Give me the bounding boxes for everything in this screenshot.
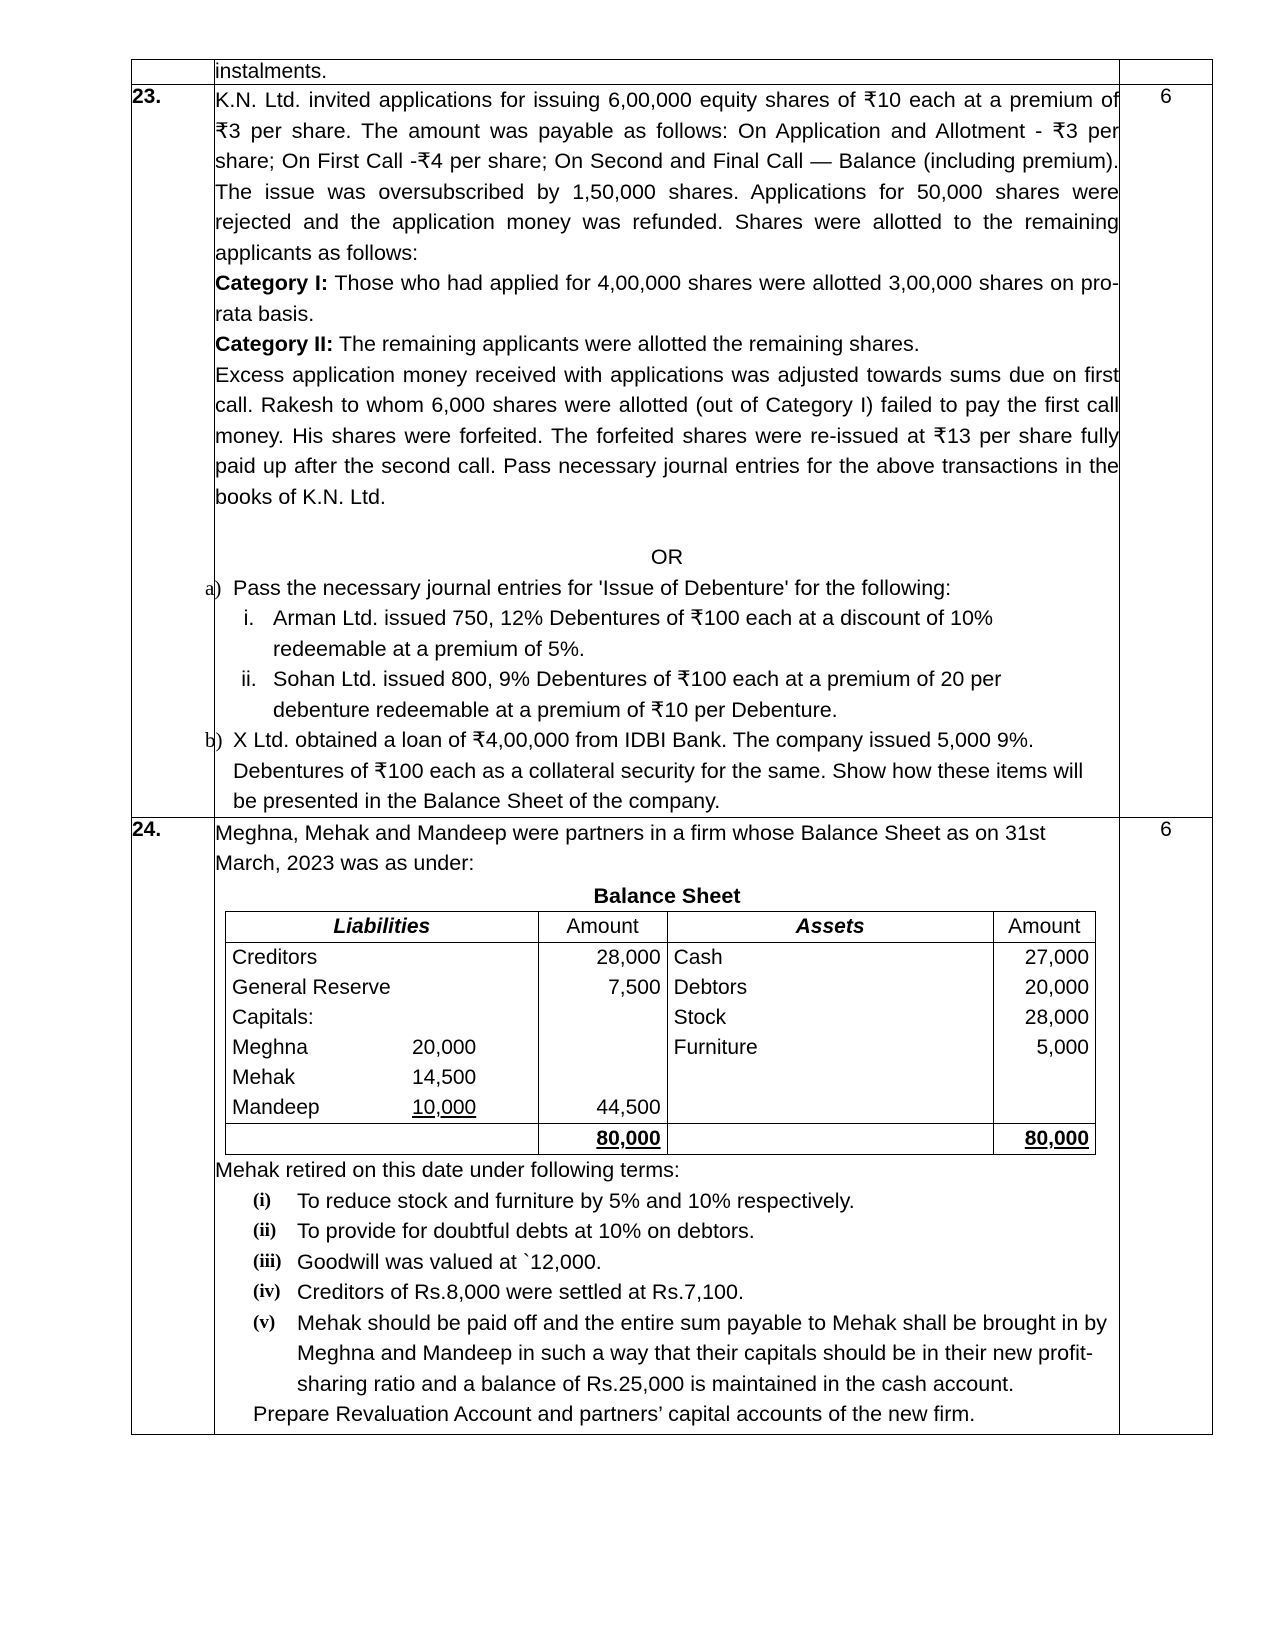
question-23-body — [205, 85, 1167, 818]
balance-sheet-body — [226, 943, 1096, 1124]
or-separator: OR — [650, 545, 684, 569]
liabilities-column: Creditors General Reserve Capitals: Meghna 20,000 Mehak 14,500 Mandeep 10,000 — [226, 943, 539, 1124]
q23-part-b: b) X Ltd. obtained a loan of ₹4,00,000 from IDBI Bank. The company issued 5,000 9%. Debentures of ₹100 each as a collateral security for the same. Show how these items will be presented in the Balance Sheet of the company. — [205, 728, 1084, 813]
liabilities-amount-column: 28,000 7,500 44,500 — [538, 943, 667, 1124]
balance-sheet-title: Balance Sheet — [593, 883, 741, 908]
term-item: (ii) To provide for doubtful debts at 10% on debtors. — [253, 1219, 755, 1243]
term-item: (iv) Creditors of Rs.8,000 were settled at Rs.7,100. — [253, 1280, 744, 1304]
q24-final-instruction: Prepare Revaluation Account and partners’ capital accounts of the new firm. — [253, 1402, 976, 1426]
q24-terms — [215, 1186, 1119, 1400]
q24-intro: Meghna, Mehak and Mandeep were partners in a firm whose Balance Sheet as on 31st March, 2023 was as under: — [215, 820, 1046, 875]
q23-category-2: Category II: The remaining applicants were allotted the remaining shares. — [215, 332, 920, 356]
assets-column: Cash Debtors Stock Furniture — [667, 943, 993, 1124]
marks: 6 — [1120, 817, 1213, 1434]
assets-amount-column: 27,000 20,000 28,000 5,000 — [993, 943, 1096, 1124]
question-table — [131, 59, 1213, 1435]
question-23-row — [132, 85, 1213, 818]
continuation-row — [132, 60, 1213, 85]
term-item: (iii) Goodwill was valued at `12,000. — [253, 1249, 602, 1274]
question-number: 23. — [132, 85, 215, 818]
q23-paragraph-2: Excess application money received with applications was adjusted towards sums due on first call. Rakesh to whom 6,000 shares were allotted (out of Category I) failed to pay the first call money. His shares were forfeited. The forfeited shares were re-issued at ₹13 per share fully paid up after the second call. Pass necessary journal entries for the above transactions in the books of K.N. Ltd. — [215, 362, 1119, 509]
balance-sheet-header: Liabilities Amount Assets Amount — [226, 912, 1096, 943]
question-24-row — [132, 817, 1213, 1434]
q23-category-1: Category I: Those who had applied for 4,00,000 shares were allotted 3,00,000 shares on pro- rata basis. — [215, 271, 1167, 326]
question-24-body — [215, 817, 1120, 1434]
question-number: 24. — [132, 817, 215, 1434]
q24-retire-line: Mehak retired on this date under following terms: — [215, 1158, 680, 1182]
q23-part-a-i: i. Arman Ltd. issued 750, 12% Debentures of ₹100 each at a discount of 10% redeemable at a premium of 5%. — [243, 606, 994, 661]
marks: 6 — [1120, 85, 1213, 818]
q23-part-a-ii: ii. Sohan Ltd. issued 800, 9% Debentures of ₹100 each at a premium of 20 per debenture redeemable at a premium of ₹10 per Debenture. — [241, 667, 1002, 722]
term-item: (i) To reduce stock and furniture by 5% and 10% respectively. — [253, 1188, 855, 1213]
balance-sheet-total-row: 80,000 80,000 — [226, 1124, 1096, 1155]
q23-paragraph-1: K.N. Ltd. invited applications for issuing 6,00,000 equity shares of ₹10 each at a premium of ₹3 per share. The amount was payable as follows: On Application and Allotment - ₹3 per share; On First Call -₹4 per share; On Second and Final Call — Balance (including premium). The issue was oversubscribed by 1,50,000 shares. Applications for 50,000 shares were rejected and the application money was refunded. Shares were allotted to the remaining applicants as follows: — [215, 88, 1119, 265]
balance-sheet-table — [225, 911, 1096, 1155]
q23-part-a: a) Pass the necessary journal entries for 'Issue of Debenture' for the following: — [205, 575, 952, 600]
continuation-text: instalments. — [215, 60, 1120, 85]
term-item: (v) Mehak should be paid off and the entire sum payable to Mehak shall be brought in by Meghna and Mandeep in such a way that their capitals should be in their new profit-sharing ratio and a balance of Rs.25,000 is maintained in the cash account. — [253, 1310, 1107, 1396]
